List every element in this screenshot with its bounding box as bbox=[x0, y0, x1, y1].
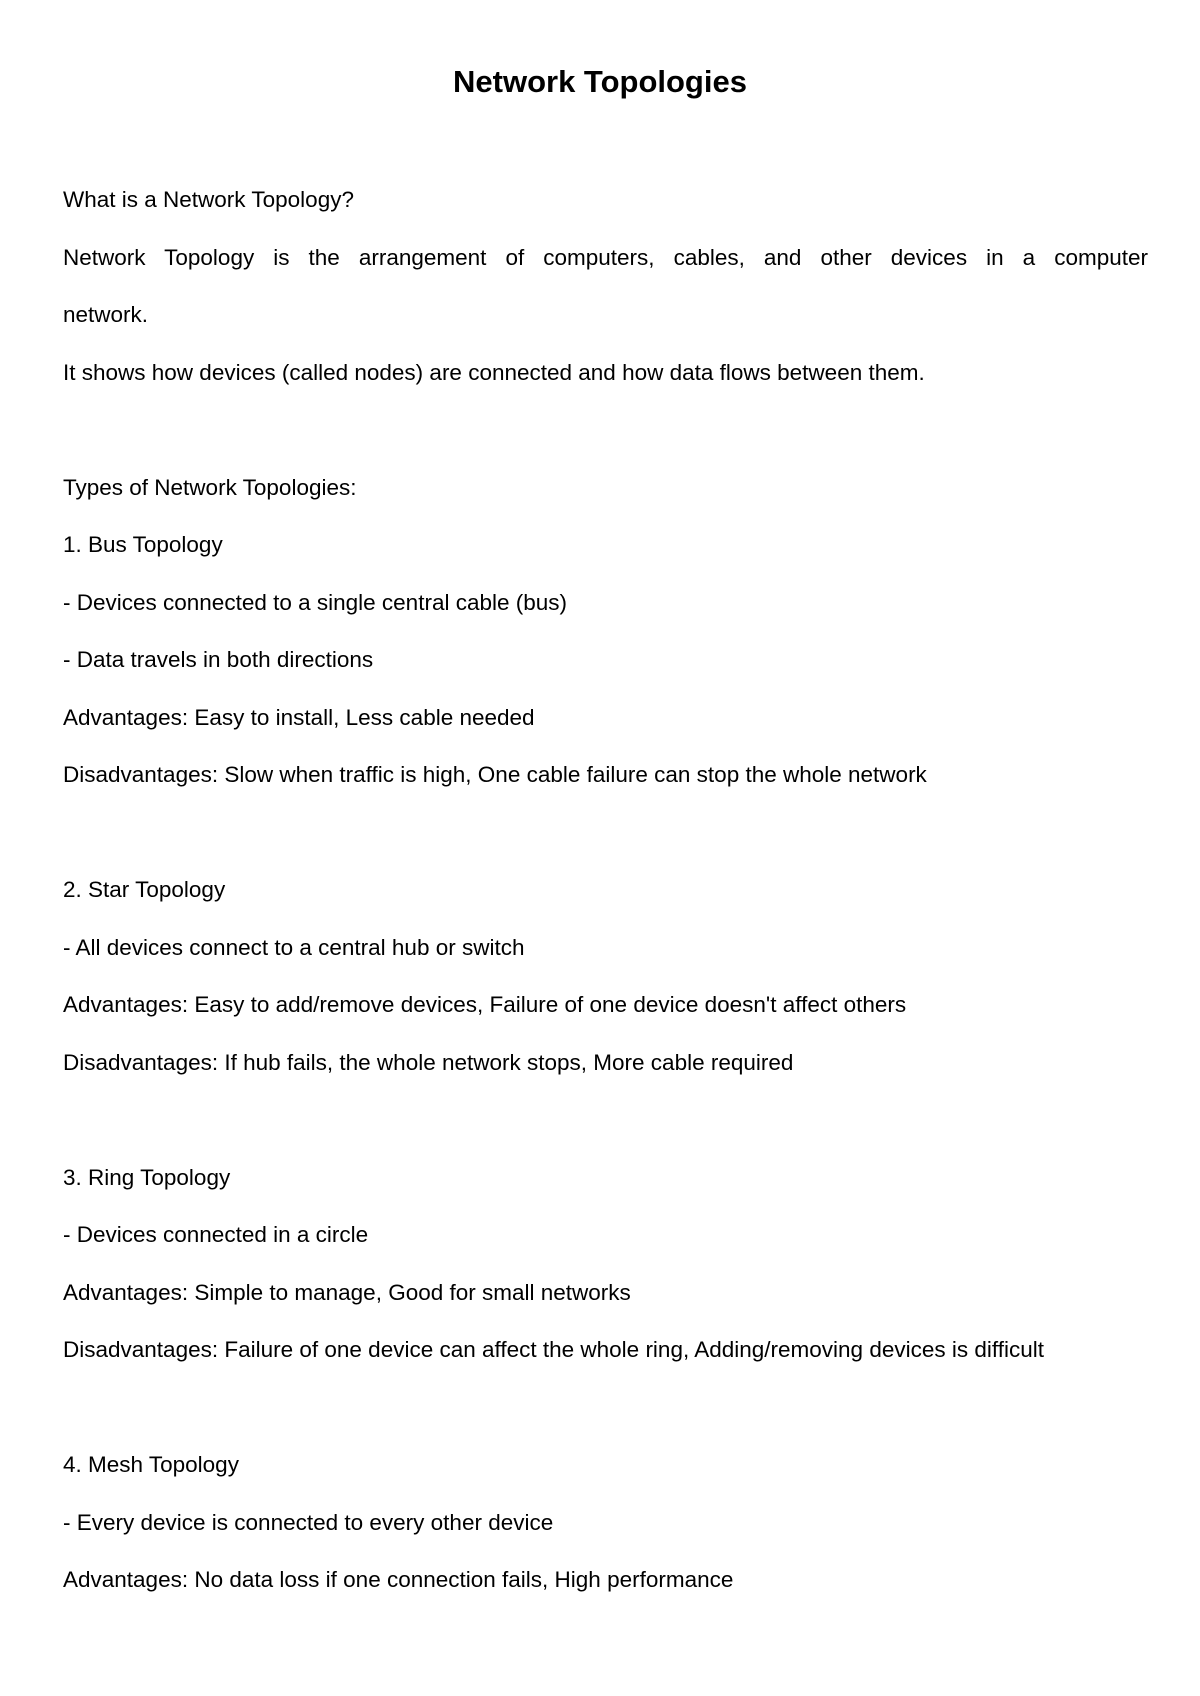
intro-definition-line-1: Network Topology is the arrangement of computers, cables, and other devices in a computer bbox=[63, 244, 1148, 270]
section-heading-mesh: 4. Mesh Topology bbox=[63, 1452, 239, 1477]
ring-advantages: Advantages: Simple to manage, Good for small networks bbox=[63, 1279, 631, 1305]
section-heading-star: 2. Star Topology bbox=[63, 877, 226, 902]
bus-disadvantages: Disadvantages: Slow when traffic is high, One cable failure can stop the whole network bbox=[63, 762, 927, 787]
star-advantages: Advantages: Easy to add/remove devices, Failure of one device doesn't affect others bbox=[63, 992, 907, 1017]
ring-disadvantages: Disadvantages: Failure of one device can affect the whole ring, Adding/removing devices is difficult bbox=[63, 1337, 1044, 1362]
bus-point-2: - Data travels in both directions bbox=[63, 647, 374, 672]
paragraph-spacer bbox=[63, 410, 1148, 468]
types-heading: Types of Network Topologies: bbox=[63, 474, 357, 500]
intro-description: It shows how devices (called nodes) are connected and how data flows between them. bbox=[63, 359, 925, 385]
section-heading-bus: 1. Bus Topology bbox=[63, 532, 223, 557]
intro-question: What is a Network Topology? bbox=[63, 187, 354, 212]
mesh-advantages: Advantages: No data loss if one connection fails, High performance bbox=[63, 1567, 734, 1592]
intro-definition-line-2: network. bbox=[63, 302, 149, 327]
ring-point-1: - Devices connected in a circle bbox=[63, 1222, 369, 1247]
bus-advantages: Advantages: Easy to install, Less cable needed bbox=[63, 704, 535, 730]
star-point-1: - All devices connect to a central hub or switch bbox=[63, 934, 525, 960]
page-title: Network Topologies bbox=[453, 64, 747, 99]
mesh-point-1: - Every device is connected to every other device bbox=[63, 1509, 554, 1535]
paragraph-spacer bbox=[63, 1388, 1148, 1446]
paragraph-spacer bbox=[63, 813, 1148, 871]
paragraph-spacer bbox=[63, 1100, 1148, 1158]
section-heading-ring: 3. Ring Topology bbox=[63, 1164, 231, 1190]
document-body bbox=[63, 180, 1148, 1618]
bus-point-1: - Devices connected to a single central cable (bus) bbox=[63, 589, 568, 615]
star-disadvantages: Disadvantages: If hub fails, the whole network stops, More cable required bbox=[63, 1049, 794, 1075]
